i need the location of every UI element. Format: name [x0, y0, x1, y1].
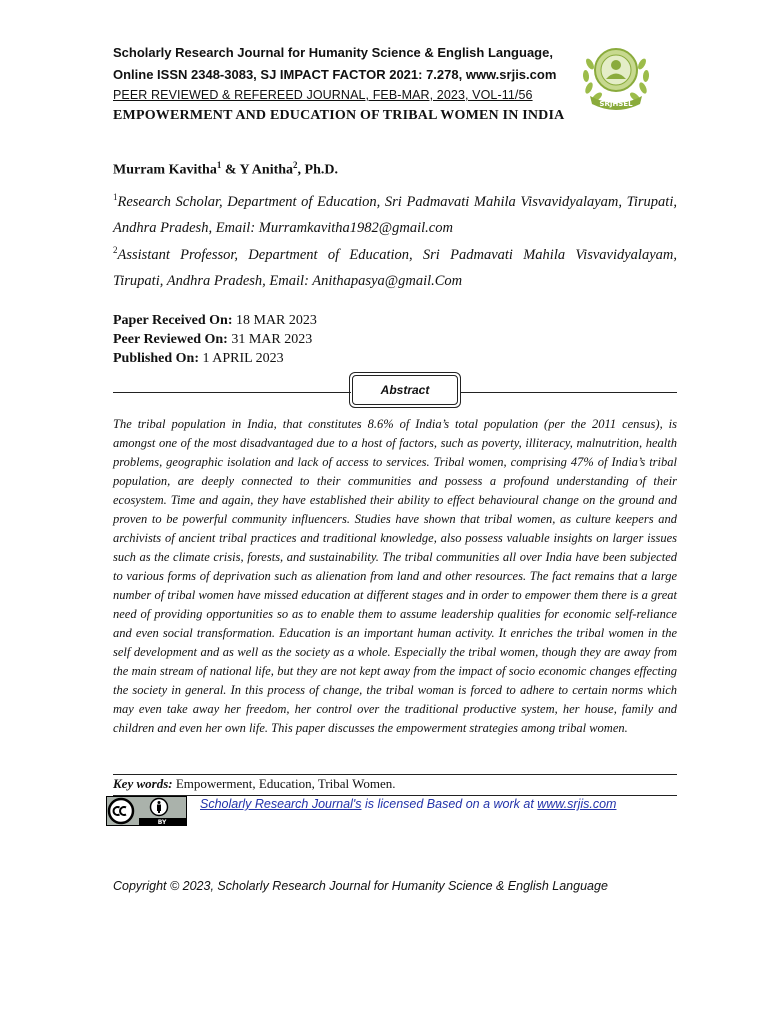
abstract-body: The tribal population in India, that constitutes 8.6% of India’s total population (per the 2011 census), is amongst one of the most disadvantaged due to a host of factors, such as poverty, illiteracy, malnutrition, health problems, geographic isolation and lack of access to services. Tribal women, comprising 47% of India’s tribal population, are deeply connected to their communities and possess a profound understanding of their ecosystem. Time and again, they have established their ability to effect behavioural change on the ground and proven to be powerful community influencers. Studies have shown that tribal women, as culture keepers and archivists of ancient tribal practices and traditional knowledge, also possess valuable insights on larger issues such as the climate crisis, forests, and sustainability. The tribal communities all over India have been subjected to various forms of deprivation such as alienation from land and other resources. The fact remains that a large number of tribal women have missed education at different stages and in order to empower them there is a great need of providing opportunities so as to enable them to assume leadership qualities for economic self-reliance and even social transformation. Education is an important human activity. It enriches the tribal women in the self development and as well as the society as a whole. Especially the tribal women, though they are away from the main stream of national life, but they are not kept away from the impact of socio economic changes effecting the society in general. In this process of change, the tribal woman is forced to adhere to certain norms which may even take away her freedom, her control over the traditional productive system, her house, family and children and even her own life. This paper discusses the empowerment strategies among tribal women. — [113, 417, 677, 735]
license-text: Scholarly Research Journal's is licensed Based on a work at www.srjis.com — [200, 797, 617, 811]
reviewed-date: Peer Reviewed On: 31 MAR 2023 — [113, 332, 313, 347]
journal-name: Scholarly Research Journal for Humanity Science & English Language, — [113, 45, 553, 60]
affiliation-1: $^1$Research Scholar, Department of Education, Sri Padmavati Mahila Visvavidyalayam, Tirupati, Andhra Pradesh, Email: Murramkavitha1982@gmail.com — [113, 192, 677, 236]
journal-issn: Online ISSN 2348-3083, SJ IMPACT FACTOR 2021: 7.278, www.srjis.com — [113, 67, 557, 82]
abstract-heading-box — [349, 372, 461, 408]
paper-title: EMPOWERMENT AND EDUCATION OF TRIBAL WOMEN IN INDIA — [113, 108, 565, 123]
keywords-rule-bottom — [113, 795, 677, 796]
journal-logo — [576, 34, 656, 114]
cc-badge-text: BY — [157, 819, 167, 826]
keywords: Key words: Empowerment, Education, Tribal Women. — [113, 776, 396, 791]
authors: Murram Kavitha$^1$ & Y Anitha$^2$, Ph.D. — [113, 160, 338, 178]
affiliation-2: $^2$Assistant Professor, Department of Education, Sri Padmavati Mahila Visvavidyalayam, Tirupati, Andhra Pradesh, Email: Anithapasya@gmail.Com — [113, 245, 677, 289]
keywords-rule-top — [113, 774, 677, 775]
journal-link[interactable]: Scholarly Research Journal's — [200, 797, 362, 811]
published-date: Published On: 1 APRIL 2023 — [113, 351, 284, 366]
copyright-notice: Copyright © 2023, Scholarly Research Journal for Humanity Science & English Language — [113, 879, 608, 893]
abstract-heading: Abstract — [352, 375, 458, 405]
cc-by-license-icon[interactable] — [106, 796, 187, 826]
received-date: Paper Received On: 18 MAR 2023 — [113, 313, 317, 328]
site-link[interactable]: www.srjis.com — [537, 797, 617, 811]
journal-volume: PEER REVIEWED & REFEREED JOURNAL, FEB-MAR, 2023, VOL-11/56 — [113, 88, 533, 102]
divider-right — [461, 392, 677, 393]
paper-dates — [113, 311, 317, 368]
author-1: Murram Kavitha — [113, 162, 217, 178]
divider-left — [113, 392, 351, 393]
logo-text: SRJHSEL — [599, 100, 633, 108]
author-2: Y Anitha — [239, 162, 294, 178]
